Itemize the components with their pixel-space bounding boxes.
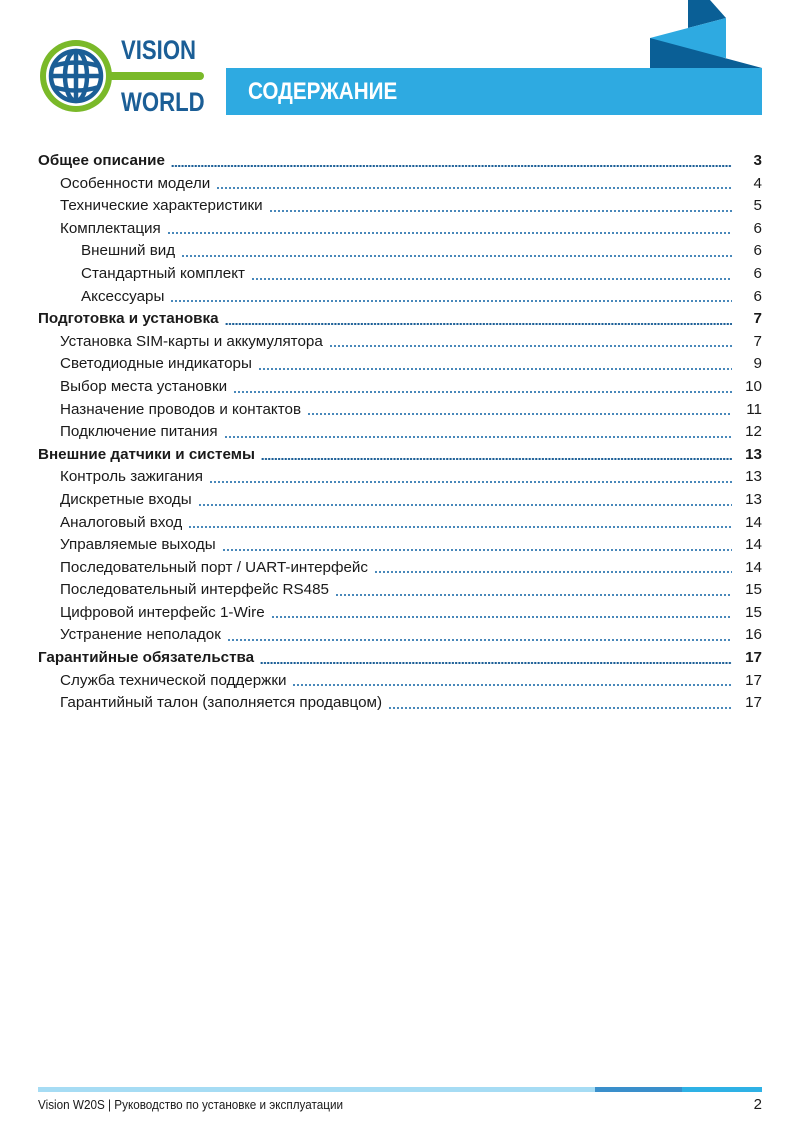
toc-entry[interactable]: [38, 308, 762, 331]
toc-entry[interactable]: [38, 534, 762, 557]
toc-entry[interactable]: [38, 263, 762, 286]
toc-entry[interactable]: [38, 489, 762, 512]
toc-entry[interactable]: [38, 195, 762, 218]
toc-entry-page: 15: [745, 603, 762, 621]
toc-entry-page: 13: [745, 445, 762, 463]
toc-entry-page: 6: [753, 219, 762, 237]
toc-dot-leader: [224, 436, 732, 438]
logo-text-world: WORLD: [121, 87, 205, 117]
toc-entry-title: Аналоговый вход: [60, 513, 183, 531]
toc-entry-page: 17: [745, 649, 762, 667]
toc-entry-title: Гарантийные обязательства: [38, 649, 255, 667]
toc-entry-title: Дискретные входы: [60, 490, 192, 508]
toc-entry-title: Подключение питания: [60, 423, 218, 441]
toc-entry[interactable]: [38, 579, 762, 602]
toc-entry-title: Последовательный порт / UART-интерфейс: [60, 558, 369, 576]
toc-entry-page: 17: [745, 694, 762, 712]
ribbon-decoration: [640, 0, 800, 70]
toc-entry-title: Служба технической поддержки: [60, 671, 287, 689]
toc-dot-leader: [225, 323, 732, 325]
toc-entry-title: Внешние датчики и системы: [38, 445, 255, 463]
toc-dot-leader: [209, 481, 732, 483]
toc-entry[interactable]: [38, 218, 762, 241]
toc-entry-page: 7: [753, 332, 762, 350]
toc-dot-leader: [260, 662, 732, 664]
toc-entry-page: 4: [753, 174, 762, 192]
toc-entry[interactable]: [38, 421, 762, 444]
toc-entry-page: 13: [745, 468, 762, 486]
toc-entry-title: Аксессуары: [81, 287, 165, 305]
toc-entry-title: Общее описание: [38, 152, 165, 169]
toc-entry[interactable]: [38, 150, 762, 173]
toc-entry-page: 10: [745, 377, 762, 395]
toc-dot-leader: [171, 165, 732, 167]
toc-entry-title: Комплектация: [60, 219, 161, 237]
toc-entry-title: Технические характеристики: [60, 197, 263, 215]
toc-dot-leader: [258, 368, 732, 370]
toc-dot-leader: [269, 210, 732, 212]
toc-entry-page: 9: [753, 355, 762, 373]
toc-entry-page: 11: [746, 400, 762, 418]
toc-entry-page: 3: [753, 152, 762, 169]
toc-entry-title: Установка SIM-карты и аккумулятора: [60, 332, 323, 350]
toc-entry[interactable]: [38, 331, 762, 354]
toc-entry-page: 17: [745, 671, 762, 689]
toc-entry-page: 14: [745, 558, 762, 576]
toc-entry-page: 15: [745, 581, 762, 599]
toc-entry-title: Подготовка и установка: [38, 310, 219, 328]
toc-entry[interactable]: [38, 512, 762, 535]
toc-entry[interactable]: [38, 647, 762, 670]
toc-entry[interactable]: [38, 557, 762, 580]
toc-entry-title: Устранение неполадок: [60, 626, 221, 644]
toc-entry-title: Светодиодные индикаторы: [60, 355, 252, 373]
toc-entry[interactable]: [38, 624, 762, 647]
toc-entry-page: 16: [745, 626, 762, 644]
footer-bar-dark: [595, 1087, 682, 1092]
toc-entry-page: 14: [745, 536, 762, 554]
footer-bar-medium: [682, 1087, 762, 1092]
toc-entry[interactable]: [38, 692, 762, 715]
logo-text-vision: VISION: [121, 35, 197, 65]
toc-dot-leader: [188, 526, 732, 528]
toc-dot-leader: [292, 684, 732, 686]
toc-entry-page: 7: [753, 310, 762, 328]
toc-entry[interactable]: [38, 444, 762, 467]
toc-dot-leader: [181, 255, 732, 257]
toc-entry[interactable]: [38, 286, 762, 309]
toc-entry-title: Назначение проводов и контактов: [60, 400, 302, 418]
toc-entry[interactable]: [38, 353, 762, 376]
toc-dot-leader: [233, 391, 732, 393]
toc-entry-title: Гарантийный талон (заполняется продавцом): [60, 694, 383, 712]
toc-dot-leader: [271, 616, 732, 618]
toc-entry-title: Выбор места установки: [60, 377, 228, 395]
toc-dot-leader: [388, 707, 732, 709]
toc-entry-title: Последовательный интерфейс RS485: [60, 581, 329, 599]
toc-dot-leader: [307, 413, 732, 415]
toc-dot-leader: [222, 549, 732, 551]
toc-entry[interactable]: [38, 376, 762, 399]
toc-entry[interactable]: [38, 466, 762, 489]
footer-bar-light: [38, 1087, 595, 1092]
table-of-contents: [38, 150, 762, 715]
footer-page-number: 2: [753, 1096, 762, 1113]
toc-entry-title: Цифровой интерфейс 1-Wire: [60, 603, 265, 621]
toc-dot-leader: [170, 300, 732, 302]
header-banner: [226, 68, 762, 115]
toc-entry[interactable]: [38, 602, 762, 625]
toc-dot-leader: [335, 594, 732, 596]
toc-entry-title: Стандартный комплект: [81, 264, 245, 282]
toc-dot-leader: [227, 639, 732, 641]
toc-entry-title: Управляемые выходы: [60, 536, 216, 554]
toc-dot-leader: [374, 571, 732, 573]
toc-entry-page: 6: [753, 242, 762, 260]
toc-dot-leader: [251, 278, 732, 280]
page-title: СОДЕРЖАНИЕ: [248, 78, 398, 105]
toc-entry[interactable]: [38, 670, 762, 693]
toc-entry-page: 6: [753, 287, 762, 305]
toc-entry-page: 13: [745, 490, 762, 508]
toc-dot-leader: [167, 232, 732, 234]
toc-entry[interactable]: [38, 399, 762, 422]
toc-dot-leader: [198, 504, 732, 506]
toc-entry-title: Особенности модели: [60, 174, 211, 192]
toc-entry-page: 12: [745, 423, 762, 441]
toc-entry-page: 14: [745, 513, 762, 531]
toc-dot-leader: [261, 458, 732, 460]
toc-entry-page: 5: [753, 197, 762, 215]
toc-entry-page: 6: [753, 264, 762, 282]
toc-entry[interactable]: [38, 173, 762, 196]
toc-dot-leader: [329, 345, 732, 347]
toc-entry-title: Внешний вид: [81, 242, 176, 260]
toc-entry[interactable]: [38, 240, 762, 263]
footer-text: Vision W20S | Руководство по установке и эксплуатации: [38, 1097, 344, 1112]
toc-entry-title: Контроль зажигания: [60, 468, 203, 486]
toc-dot-leader: [216, 187, 732, 189]
